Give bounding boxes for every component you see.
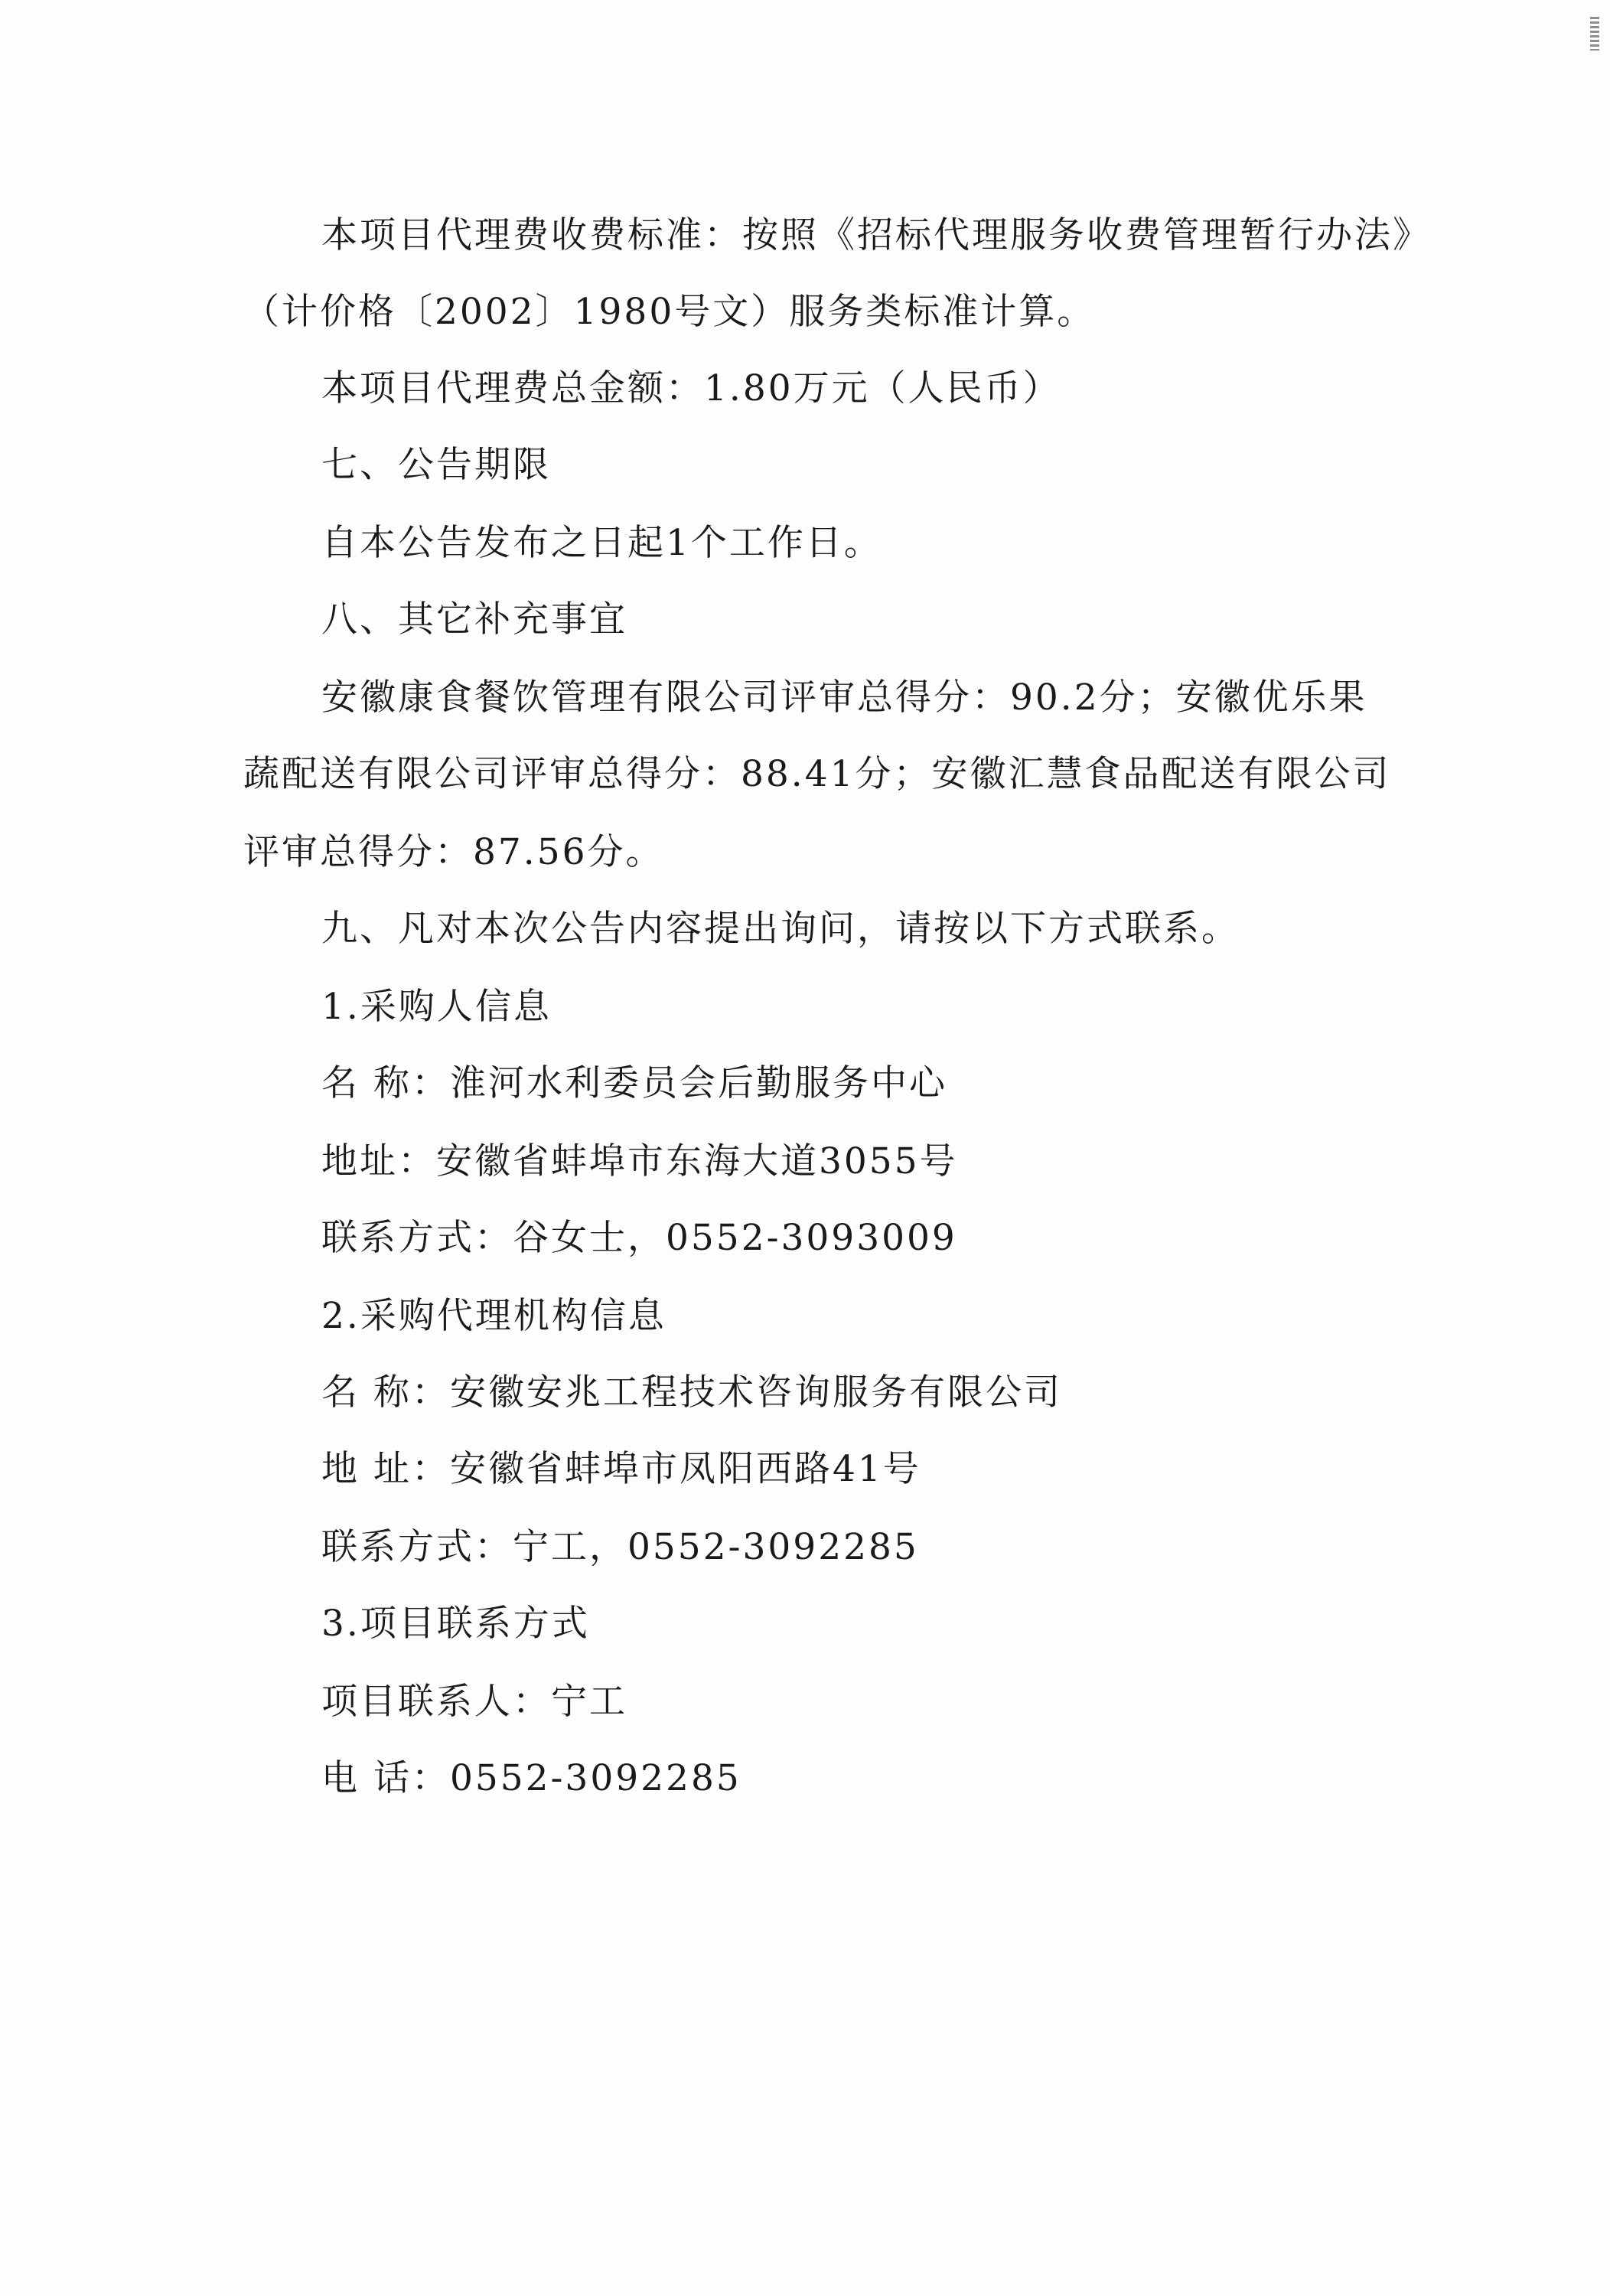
- project-contact-phone: 电 话：0552-3092285: [321, 1757, 741, 1799]
- section-heading-7: 七、公告期限: [321, 444, 551, 486]
- agency-name: 名 称：安徽安兆工程技术咨询服务有限公司: [321, 1371, 1062, 1414]
- purchaser-info-heading: 1.采购人信息: [321, 986, 552, 1028]
- section-heading-8: 八、其它补充事宜: [321, 598, 627, 641]
- agency-info-heading: 2.采购代理机构信息: [321, 1295, 666, 1337]
- purchaser-contact: 联系方式：谷女士，0552-3093009: [321, 1217, 957, 1259]
- fee-standard-continued: （计价格〔2002〕1980号文）服务类标准计算。: [243, 291, 1096, 333]
- scores-line-2: 蔬配送有限公司评审总得分：88.41分；安徽汇慧食品配送有限公司: [243, 753, 1391, 795]
- purchaser-name: 名 称：淮河水利委员会后勤服务中心: [321, 1062, 947, 1104]
- project-contact-heading: 3.项目联系方式: [321, 1603, 590, 1645]
- agency-address: 地 址：安徽省蚌埠市凤阳西路41号: [321, 1448, 921, 1490]
- purchaser-address: 地址：安徽省蚌埠市东海大道3055号: [321, 1140, 958, 1182]
- section-heading-9: 九、凡对本次公告内容提出询问，请按以下方式联系。: [321, 908, 1240, 950]
- project-contact-person: 项目联系人：宁工: [321, 1681, 627, 1723]
- notice-period-text: 自本公告发布之日起1个工作日。: [321, 522, 882, 564]
- fee-standard-line: 本项目代理费收费标准：按照《招标代理服务收费管理暂行办法》: [321, 214, 1431, 256]
- scan-edge-mark: [1590, 17, 1599, 51]
- agency-contact: 联系方式：宁工，0552-3092285: [321, 1526, 919, 1568]
- fee-total-line: 本项目代理费总金额：1.80万元（人民币）: [321, 367, 1061, 409]
- scores-line-1: 安徽康食餐饮管理有限公司评审总得分：90.2分；安徽优乐果: [321, 677, 1367, 719]
- scores-line-3: 评审总得分：87.56分。: [243, 831, 664, 873]
